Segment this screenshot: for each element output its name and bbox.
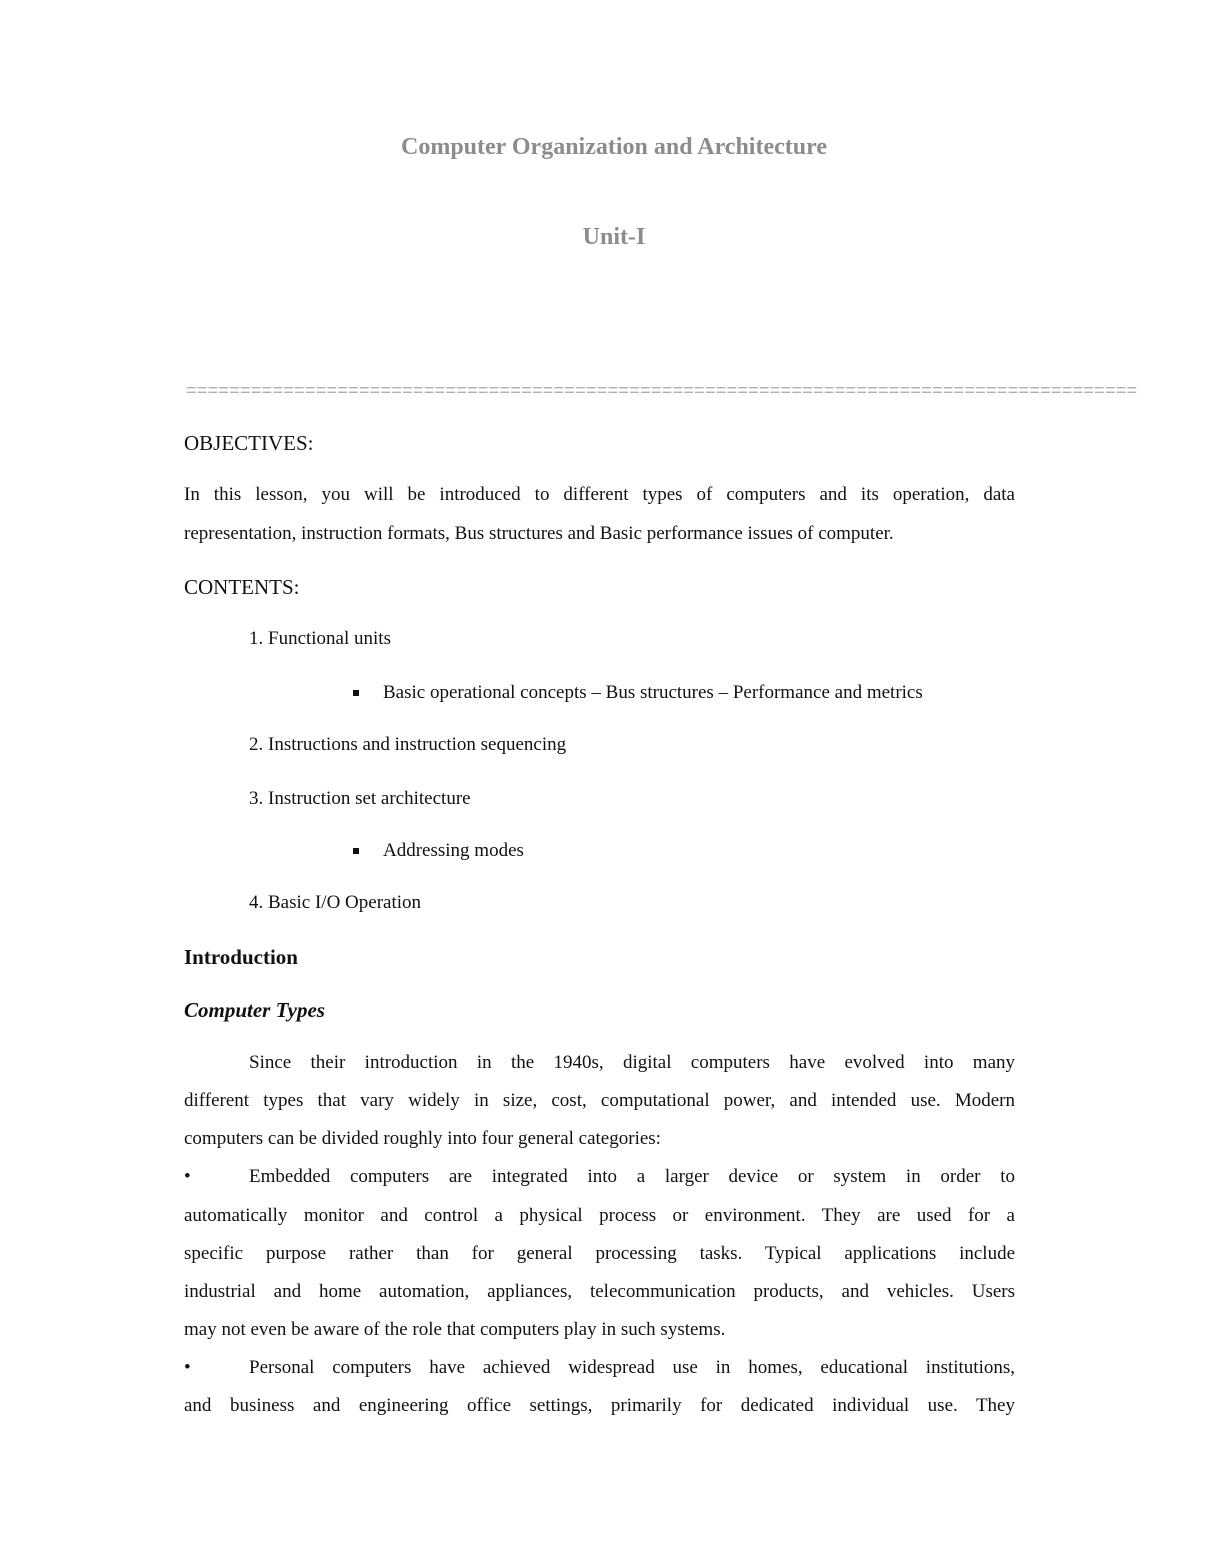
contents-subitem-2-text: Addressing modes — [383, 840, 524, 861]
contents-item-2: 2. Instructions and instruction sequencing — [249, 734, 567, 755]
square-bullet-icon — [353, 848, 359, 854]
square-bullet-icon — [353, 690, 359, 696]
para1-line-1: Since their introduction in the 1940s, digital computers have evolved into many — [249, 1052, 1015, 1073]
bullet-1-line-4: industrial and home automation, appliances, telecommunication products, and vehicles. Users — [184, 1281, 1015, 1302]
contents-item-1: 1. Functional units — [249, 628, 391, 649]
bullet-2-line-1: Personal computers have achieved widespread use in homes, educational institutions, — [249, 1357, 1015, 1378]
bullet-2-line-2: and business and engineering office settings, primarily for dedicated individual use. They — [184, 1395, 1015, 1416]
objectives-line-2: representation, instruction formats, Bus structures and Basic performance issues of computer. — [184, 523, 894, 544]
bullet-1-line-2: automatically monitor and control a physical process or environment. They are used for a — [184, 1205, 1015, 1226]
contents-subitem-2 — [383, 840, 524, 862]
contents-item-4: 4. Basic I/O Operation — [249, 892, 422, 913]
contents-item-3: 3. Instruction set architecture — [249, 788, 471, 809]
bullet-1-line-3: specific purpose rather than for general processing tasks. Typical applications include — [184, 1243, 1015, 1264]
bullet-2-marker: • — [184, 1357, 191, 1378]
para1-line-3: computers can be divided roughly into four general categories: — [184, 1128, 661, 1149]
computer-types-subheading: Computer Types — [184, 998, 325, 1022]
contents-heading: CONTENTS: — [184, 575, 300, 599]
bullet-1-line-5: may not even be aware of the role that computers play in such systems. — [184, 1319, 726, 1340]
introduction-heading: Introduction — [184, 945, 298, 969]
unit-title: Unit-I — [582, 224, 646, 250]
bullet-1-marker: • — [184, 1166, 191, 1187]
contents-subitem-1-text: Basic operational concepts – Bus structures – Performance and metrics — [383, 682, 923, 703]
para1-line-2: different types that vary widely in size, cost, computational power, and intended use. Modern — [184, 1090, 1015, 1111]
bullet-1-line-1: Embedded computers are integrated into a larger device or system in order to — [249, 1166, 1015, 1187]
separator-line: ======================================================================================== — [186, 380, 1138, 400]
objectives-heading: OBJECTIVES: — [184, 431, 314, 455]
document-title: Computer Organization and Architecture — [401, 134, 827, 160]
contents-subitem-1 — [383, 682, 923, 704]
objectives-line-1: In this lesson, you will be introduced to different types of computers and its operation, data — [184, 484, 1015, 505]
